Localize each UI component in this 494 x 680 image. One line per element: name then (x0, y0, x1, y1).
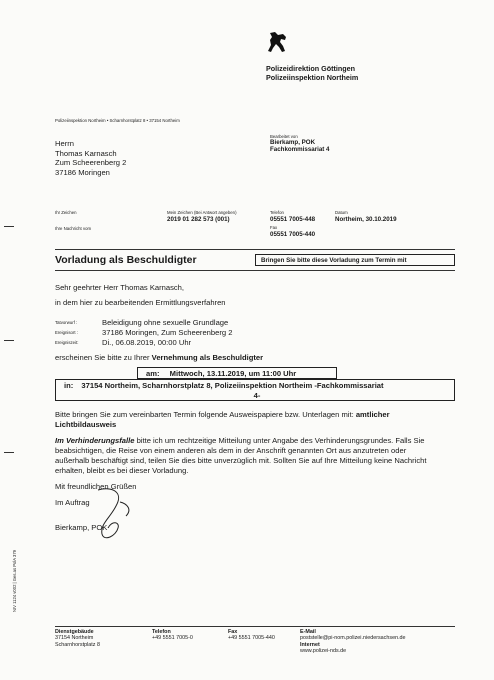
footer-building-line1: 37154 Northeim (55, 635, 94, 641)
prevention-lead: Im Verhinderungsfalle (55, 436, 135, 445)
prevention-line1: bitte ich um rechtzeitige Mitteilung unter Angabe des Verhinderungsgrundes. Falls Sie (134, 436, 425, 445)
summons-line (55, 353, 263, 362)
fact-label-charge: Tatvorwurf : (55, 320, 78, 325)
fold-mark-bottom (4, 452, 14, 453)
signature-icon (72, 484, 142, 544)
niedersachsen-horse-logo-icon (266, 30, 290, 54)
appointment-place-box (55, 379, 455, 401)
appointment-date-value: Mittwoch, 13.11.2019, um 11:00 Uhr (169, 369, 297, 378)
greeting: Sehr geehrter Herr Thomas Karnasch, (55, 283, 185, 292)
your-message-label: Ihre Nachricht vom (55, 226, 92, 231)
recipient-address (55, 139, 126, 177)
fact-value-place: 37186 Moringen, Zum Scheerenberg 2 (102, 328, 233, 337)
date-label: Datum (335, 210, 348, 215)
appointment-date-box (137, 367, 337, 379)
id-bold-2: Lichtbildausweis (55, 420, 117, 429)
summons-bold: Vernehmung als Beschuldigter (151, 353, 264, 362)
footer-email-value[interactable]: poststelle@pi-nom.polizei.niedersachsen.de (300, 635, 406, 641)
your-sign-label: Ihr Zeichen (55, 210, 77, 215)
my-sign-value: 2019 01 282 573 (001) (167, 216, 230, 223)
fax-label: Fax (270, 225, 278, 230)
subject-bottom-rule (55, 270, 455, 271)
subject-top-rule (55, 249, 455, 250)
sender-return-line: Polizeiinspektion Northeim • Scharnhorstplatz 8 • 37154 Northeim (55, 118, 180, 123)
side-form-code: NIV 1124 v002 | Ges.as PolA 379 (12, 549, 17, 612)
my-sign-label: Mein Zeichen (Bei Antwort angeben) (167, 210, 237, 215)
date-value: Northeim, 30.10.2019 (335, 216, 397, 223)
fact-value-time: Di., 06.08.2019, 00:00 Uhr (102, 338, 192, 347)
handler-dept: Fachkommissariat 4 (270, 146, 330, 153)
phone-label: Telefon (270, 210, 284, 215)
prevention-line3: außerhalb beschäftigt sind, teilen Sie dies bitte unverzüglich mit. Sollten Sie auf Ihre Mitteilung keine Nachricht (55, 456, 427, 465)
recipient-city: 37186 Moringen (55, 167, 110, 177)
fold-mark-middle (4, 340, 14, 341)
org-name-line2: Polizeiinspektion Northeim (266, 73, 359, 82)
phone-value: 05551 7005-448 (270, 216, 316, 223)
prevention-line4: erhalten, bleibt es bei dieser Vorladung. (55, 466, 189, 475)
prevention-paragraph (55, 436, 426, 476)
footer-email-head: E-Mail (300, 629, 316, 635)
footer-internet-value[interactable]: www.polizei-nds.de (300, 648, 347, 654)
prevention-line2: beabsichtigen, die Reise von einem anderen als dem in der Anschrift genannten Ort aus anzutreten oder (55, 446, 407, 455)
recipient-salutation: Herrn (55, 139, 74, 148)
fact-value-charge: Beleidigung ohne sexuelle Grundlage (102, 318, 229, 327)
footer-col-phone (152, 629, 193, 642)
handler-label: Bearbeitet von (270, 134, 298, 139)
intro-text: in dem hier zu bearbeitenden Ermittlungsverfahren (55, 298, 226, 307)
closing-regards: Mit freundlichen Grüßen (55, 482, 137, 491)
footer-phone-value: +49 5551 7005-0 (152, 635, 193, 641)
closing-on-behalf: Im Auftrag (55, 498, 90, 507)
footer-building-line2: Scharnhorstplatz 8 (55, 642, 100, 648)
footer-building-head: Dienstgebäude (55, 629, 94, 635)
appointment-place-label: in: (64, 381, 74, 390)
footer-phone-head: Telefon (152, 629, 171, 635)
footer-rule (55, 626, 455, 627)
subject-title: Vorladung als Beschuldigter (55, 254, 197, 266)
closing-signer: Bierkamp, POK (55, 523, 108, 532)
footer-col-contact (300, 629, 406, 655)
appointment-place-value-line2: 4- (253, 391, 261, 400)
bring-note-box: Bringen Sie bitte diese Vorladung zum Termin mit (255, 254, 455, 266)
footer-fax-head: Fax (228, 629, 238, 635)
appointment-date-label: am: (146, 369, 160, 378)
id-text: Bitte bringen Sie zum vereinbarten Termin folgende Ausweispapiere bzw. Unterlagen mit: (55, 410, 356, 419)
id-bold-1: amtlicher (355, 410, 390, 419)
footer-internet-head: Internet (300, 642, 320, 648)
fold-mark-top (4, 226, 14, 227)
handler-name: Bierkamp, POK (270, 139, 316, 146)
org-name-line1: Polizeidirektion Göttingen (266, 64, 356, 73)
appointment-place-value-line1: 37154 Northeim, Scharnhorstplatz 8, Polizeiinspektion Northeim -Fachkommissariat (81, 381, 384, 390)
fact-label-place: Ereignisort : (55, 330, 78, 335)
footer-col-building (55, 629, 100, 649)
summons-text: erscheinen Sie bitte zu Ihrer (55, 353, 152, 362)
recipient-name: Thomas Karnasch (55, 148, 117, 158)
fax-value: 05551 7005-440 (270, 231, 316, 238)
recipient-street: Zum Scheerenberg 2 (55, 158, 127, 167)
footer-col-fax (228, 629, 275, 642)
id-documents-paragraph (55, 410, 390, 430)
fact-label-time: Ereigniszeit: (55, 340, 79, 345)
footer-fax-value: +49 5551 7005-440 (228, 635, 275, 641)
